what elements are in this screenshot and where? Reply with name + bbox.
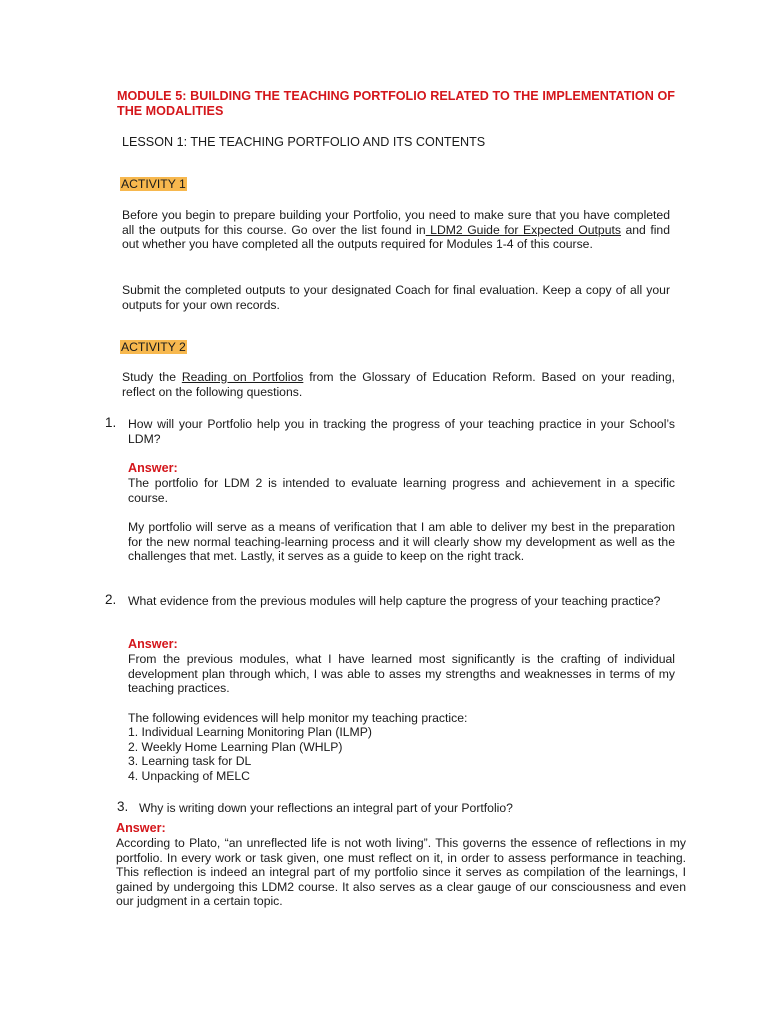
question-3-text: Why is writing down your reflections an integral part of your Portfolio? (139, 801, 513, 815)
activity-2-highlight: ACTIVITY 2 (121, 340, 186, 354)
evidence-list (128, 725, 372, 783)
activity-1-text-after: and find out whether you have completed all the outputs required for Modules 1-4 of this course. (122, 222, 670, 252)
question-2-text: What evidence from the previous modules will help capture the progress of your teaching practice? (128, 594, 661, 608)
answer-1-paragraph-1: The portfolio for LDM 2 is intended to evaluate learning progress and achievement in a specific course. (128, 476, 675, 505)
question-3-number: 3. (117, 799, 129, 814)
evidence-item: 3. Learning task for DL (128, 754, 252, 769)
activity-2-text-after: from the Glossary of Education Reform. Based on your reading, reflect on the following questions. (122, 370, 675, 399)
answer-3-label: Answer: (116, 821, 166, 835)
activity-2-text-before: Study the (122, 370, 182, 384)
activity-1-paragraph-2: Submit the completed outputs to your designated Coach for final evaluation. Keep a copy of all your outputs for your own records. (122, 283, 670, 312)
activity-2-intro (122, 370, 675, 399)
answer-2-paragraph-1: From the previous modules, what I have learned most significantly is the crafting of individual development plan through which, I was able to asses my strengths and weaknesses in terms of my teaching practices. (128, 652, 675, 696)
activity-1-highlight: ACTIVITY 1 (121, 177, 186, 191)
module-title: MODULE 5: BUILDING THE TEACHING PORTFOLIO RELATED TO THE IMPLEMENTATION OF THE MODALITIES (117, 89, 675, 118)
answer-2-paragraph-2: The following evidences will help monitor my teaching practice: (128, 711, 468, 725)
activity-2-label (120, 340, 187, 355)
evidence-item: 4. Unpacking of MELC (128, 768, 250, 783)
question-1-number: 1. (105, 415, 117, 430)
activity-1-label (120, 177, 187, 192)
answer-1-paragraph-2: My portfolio will serve as a means of verification that I am able to deliver my best in the preparation for the new normal teaching-learning process and it will clearly show my development as well as the challenges that met. Lastly, it serves as a guide to keep on the right track. (128, 520, 675, 564)
question-2-number: 2. (105, 592, 117, 607)
question-1-text: How will your Portfolio help you in tracking the progress of your teaching practice in your School’s LDM? (128, 417, 675, 446)
ldm2-guide-link[interactable]: LDM2 Guide for Expected Outputs (425, 222, 621, 237)
answer-3-paragraph: According to Plato, “an unreflected life is not woth living”. This governs the essence of reflections in my portfolio. In every work or task given, one must reflect on it, in order to assess performance in teaching. This reflection is indeed an integral part of my portfolio since it serves as compilation of the learnings, I gained by undergoing this LDM2 course. It also serves as a clear gauge of our consciousness and even our judgment in a certain topic. (116, 836, 686, 909)
evidence-item: 2. Weekly Home Learning Plan (WHLP) (128, 739, 343, 754)
answer-1-label: Answer: (128, 461, 178, 475)
evidence-item: 1. Individual Learning Monitoring Plan (ILMP) (128, 725, 372, 739)
activity-1-text-before: Before you begin to prepare building your Portfolio, you need to make sure that you have completed all the outputs for this course. Go over the list found in (122, 208, 670, 237)
answer-2-label: Answer: (128, 637, 178, 651)
activity-1-paragraph-1 (122, 208, 670, 252)
reading-on-portfolios-link[interactable]: Reading on Portfolios (181, 370, 304, 384)
lesson-title: LESSON 1: THE TEACHING PORTFOLIO AND ITS CONTENTS (122, 135, 486, 149)
